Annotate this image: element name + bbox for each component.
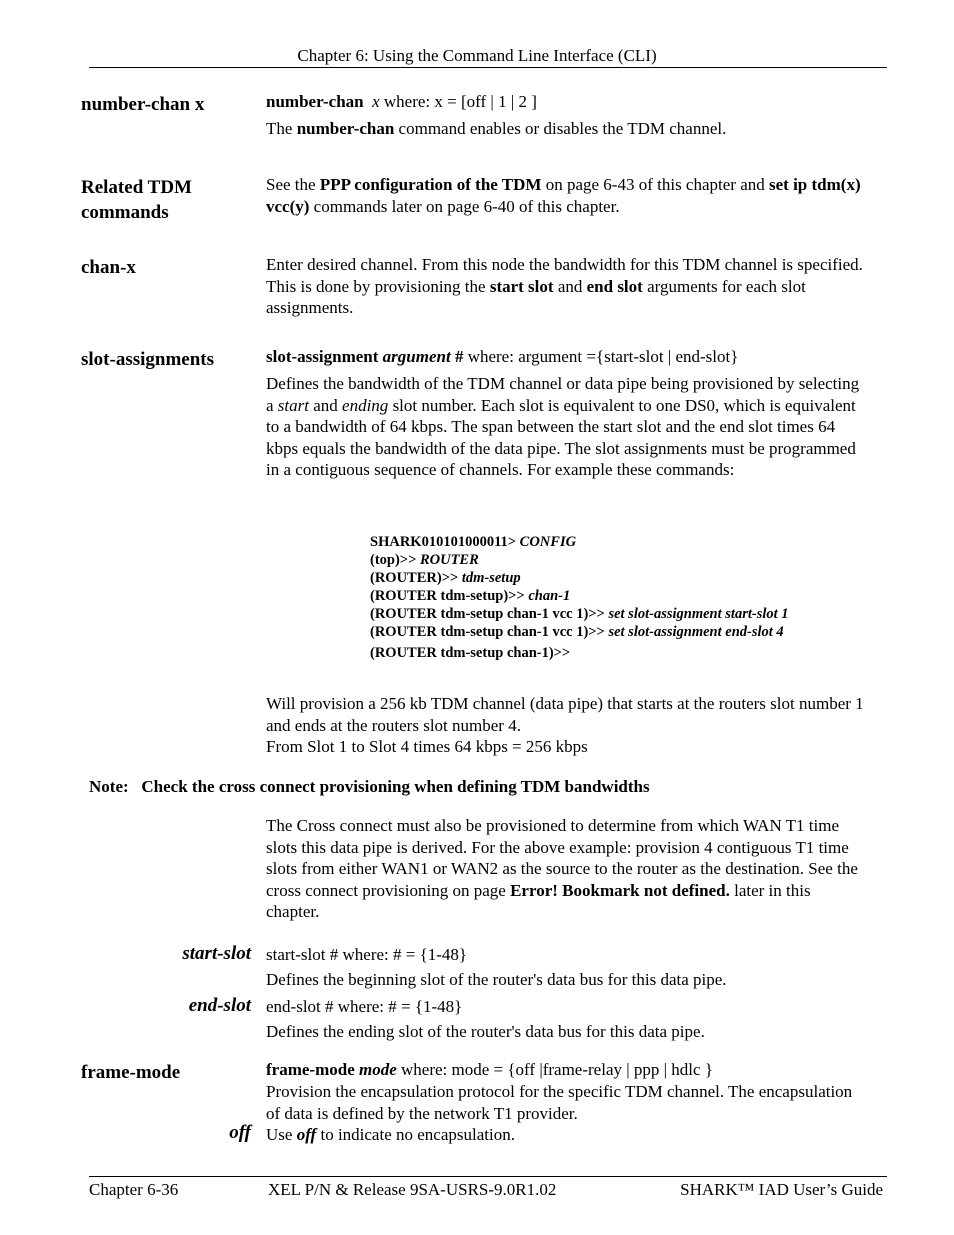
- cli-line: SHARK010101000011> CONFIG: [370, 534, 577, 550]
- related-tdm-description: See the PPP configuration of the TDM on page 6-43 of this chapter and set ip tdm(x) vcc(y) commands later on page 6-40 of this chapter.: [266, 175, 861, 216]
- section-label-number-chan: number-chan x: [81, 94, 205, 115]
- footer-page-number: Chapter 6-36: [89, 1180, 179, 1199]
- frame-mode-syntax: frame-mode mode where: mode = {off |frame-relay | ppp | hdlc }: [266, 1060, 713, 1079]
- cli-line: (ROUTER)>> tdm-setup: [370, 570, 521, 586]
- section-label-related-tdm: Related TDM commands: [81, 177, 192, 223]
- sublabel-end-slot: end-slot: [188, 995, 251, 1016]
- provision-result: Will provision a 256 kb TDM channel (data pipe) that starts at the routers slot number 1 and ends at the routers slot number 4. From Slot 1 to Slot 4 times 64 kbps = 256 kbps: [266, 694, 864, 756]
- header-rule: [89, 67, 887, 68]
- slot-assignment-syntax: slot-assignment argument # where: argument ={start-slot | end-slot}: [266, 347, 739, 366]
- footer-guide-title: SHARK™ IAD User’s Guide: [680, 1180, 883, 1199]
- cli-line: (ROUTER tdm-setup chan-1)>>: [370, 645, 571, 661]
- start-slot-description: Defines the beginning slot of the router's data bus for this data pipe.: [266, 970, 727, 989]
- slot-assignment-description: Defines the bandwidth of the TDM channel or data pipe being provisioned by selecting a start and ending slot number. Each slot is equivalent to one DS0, which is equivalent to a bandwidth of 64 kbps. The span between the start slot and the end slot times 64 kbps equals the bandwidth of the data pipe. The slot assignments must be programmed in a contiguous sequence of channels. For example these commands:: [266, 374, 860, 479]
- cli-line: (top)>> ROUTER: [370, 552, 479, 568]
- end-slot-description: Defines the ending slot of the router's data bus for this data pipe.: [266, 1022, 705, 1041]
- note: Note: Check the cross connect provisioning when defining TDM bandwidths: [89, 777, 650, 796]
- section-label-frame-mode: frame-mode: [81, 1062, 181, 1083]
- chan-x-description: Enter desired channel. From this node the bandwidth for this TDM channel is specified. This is done by provisioning the start slot and end slot arguments for each slot assignments.: [266, 255, 863, 317]
- number-chan-syntax: number-chan x where: x = [off | 1 | 2 ]: [266, 92, 537, 111]
- cli-line: (ROUTER tdm-setup chan-1 vcc 1)>> set slot-assignment end-slot 4: [370, 624, 784, 640]
- page-header: Chapter 6: Using the Command Line Interface (CLI): [297, 46, 657, 65]
- cross-connect-description: The Cross connect must also be provisioned to determine from which WAN T1 time slots this data pipe is derived. For the above example: provision 4 contiguous T1 time slots from either WAN1 or WAN2 as the source to the router as the destination. See the cross connect provisioning on page Error! Bookmark not defined. later in this chapter.: [266, 816, 858, 921]
- sublabel-off: off: [229, 1122, 251, 1143]
- section-label-chan-x: chan-x: [81, 257, 136, 278]
- start-slot-syntax: start-slot # where: # = {1-48}: [266, 945, 468, 964]
- cli-line: (ROUTER tdm-setup)>> chan-1: [370, 588, 571, 604]
- frame-mode-description: Provision the encapsulation protocol for the specific TDM channel. The encapsulation of data is defined by the network T1 provider.: [266, 1082, 853, 1123]
- number-chan-description: The number-chan command enables or disables the TDM channel.: [266, 119, 727, 138]
- footer-release: XEL P/N & Release 9SA-USRS-9.0R1.02: [268, 1180, 557, 1199]
- sublabel-start-slot: start-slot: [182, 943, 251, 964]
- section-label-slot-assignments: slot-assignments: [81, 349, 215, 370]
- footer-rule: [89, 1176, 887, 1177]
- end-slot-syntax: end-slot # where: # = {1-48}: [266, 997, 463, 1016]
- cli-example: [370, 533, 789, 662]
- off-description: Use off to indicate no encapsulation.: [266, 1125, 515, 1144]
- cli-line: (ROUTER tdm-setup chan-1 vcc 1)>> set slot-assignment start-slot 1: [370, 606, 789, 622]
